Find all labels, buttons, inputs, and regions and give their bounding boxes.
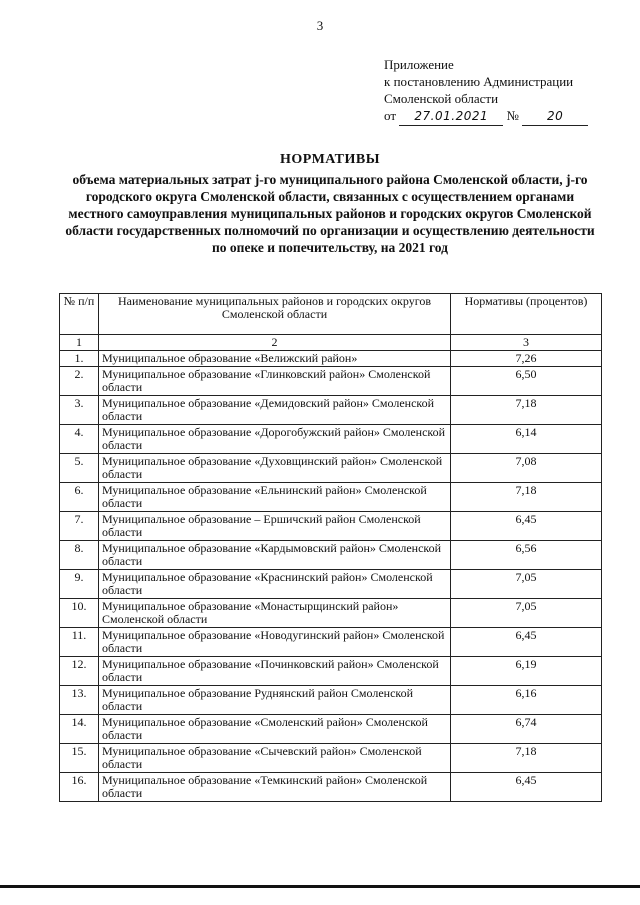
norm-value-cell: 6,74 — [451, 715, 602, 744]
row-number-cell: 7. — [60, 512, 99, 541]
table-row — [60, 541, 602, 570]
table-row — [60, 512, 602, 541]
row-number-cell: 14. — [60, 715, 99, 744]
row-number-cell: 2. — [60, 367, 99, 396]
district-name-cell: Муниципальное образование «Велижский район» — [99, 351, 451, 367]
table-row — [60, 425, 602, 454]
table-header-row — [60, 294, 602, 335]
table-row — [60, 570, 602, 599]
table-row — [60, 744, 602, 773]
row-number-cell: 10. — [60, 599, 99, 628]
appendix-line-3: Смоленской области — [384, 91, 499, 106]
norm-value-cell: 6,45 — [451, 512, 602, 541]
handwritten-number: 20 — [522, 108, 588, 126]
appendix-date-line — [384, 107, 588, 126]
table-row — [60, 351, 602, 367]
norm-value-cell: 6,16 — [451, 686, 602, 715]
date-prefix: от — [384, 108, 397, 123]
document-subtitle: объема материальных затрат j-го муниципального района Смоленской области, j-го городского округа Смоленской области, связанных с осуществлением органами местного самоуправления муниципальных районов и городских округов Смоленской области государственных полномочий по организации и осуществлению деятельности по опеке и попечительству, на 2021 год — [65, 172, 595, 255]
appendix-line-2: к постановлению Администрации — [384, 74, 574, 89]
district-name-cell: Муниципальное образование «Ельнинский район» Смоленской области — [99, 483, 451, 512]
table-index-row — [60, 335, 602, 351]
row-number-cell: 13. — [60, 686, 99, 715]
row-number-cell: 4. — [60, 425, 99, 454]
norm-value-cell: 7,08 — [451, 454, 602, 483]
district-name-cell: Муниципальное образование «Духовщинский район» Смоленской области — [99, 454, 451, 483]
row-number-cell: 3. — [60, 396, 99, 425]
norm-value-cell: 7,18 — [451, 483, 602, 512]
index-cell: 1 — [60, 335, 99, 351]
number-prefix: № — [506, 108, 519, 123]
title-block — [60, 152, 600, 256]
district-name-cell: Муниципальное образование – Ершичский район Смоленской области — [99, 512, 451, 541]
table-row — [60, 657, 602, 686]
district-name-cell: Муниципальное образование «Новодугинский район» Смоленской области — [99, 628, 451, 657]
table-row — [60, 454, 602, 483]
norm-value-cell: 7,05 — [451, 599, 602, 628]
norm-value-cell: 6,45 — [451, 773, 602, 802]
table-row — [60, 396, 602, 425]
norms-table — [59, 293, 602, 802]
scan-bottom-edge — [0, 885, 640, 888]
table-row — [60, 367, 602, 396]
norm-value-cell: 7,18 — [451, 396, 602, 425]
header-number: № п/п — [60, 294, 99, 335]
district-name-cell: Муниципальное образование «Демидовский район» Смоленской области — [99, 396, 451, 425]
norm-value-cell: 6,50 — [451, 367, 602, 396]
row-number-cell: 16. — [60, 773, 99, 802]
appendix-block — [384, 56, 588, 126]
row-number-cell: 11. — [60, 628, 99, 657]
norm-value-cell: 6,19 — [451, 657, 602, 686]
table-row — [60, 628, 602, 657]
district-name-cell: Муниципальное образование Руднянский район Смоленской области — [99, 686, 451, 715]
row-number-cell: 8. — [60, 541, 99, 570]
norm-value-cell: 7,26 — [451, 351, 602, 367]
district-name-cell: Муниципальное образование «Починковский район» Смоленской области — [99, 657, 451, 686]
norm-value-cell: 6,45 — [451, 628, 602, 657]
document-title: НОРМАТИВЫ — [280, 152, 380, 167]
table-row — [60, 686, 602, 715]
district-name-cell: Муниципальное образование «Дорогобужский район» Смоленской области — [99, 425, 451, 454]
page-number: 3 — [316, 18, 324, 33]
norm-value-cell: 6,14 — [451, 425, 602, 454]
district-name-cell: Муниципальное образование «Монастырщинский район» Смоленской области — [99, 599, 451, 628]
row-number-cell: 5. — [60, 454, 99, 483]
appendix-line-1: Приложение — [384, 57, 454, 72]
table-row — [60, 483, 602, 512]
district-name-cell: Муниципальное образование «Краснинский район» Смоленской области — [99, 570, 451, 599]
index-cell: 2 — [99, 335, 451, 351]
norm-value-cell: 7,18 — [451, 744, 602, 773]
district-name-cell: Муниципальное образование «Сычевский район» Смоленской области — [99, 744, 451, 773]
district-name-cell: Муниципальное образование «Глинковский район» Смоленской области — [99, 367, 451, 396]
norm-value-cell: 7,05 — [451, 570, 602, 599]
row-number-cell: 1. — [60, 351, 99, 367]
index-cell: 3 — [451, 335, 602, 351]
row-number-cell: 15. — [60, 744, 99, 773]
table-row — [60, 715, 602, 744]
header-name: Наименование муниципальных районов и городских округов Смоленской области — [99, 294, 451, 335]
district-name-cell: Муниципальное образование «Кардымовский район» Смоленской области — [99, 541, 451, 570]
table-row — [60, 599, 602, 628]
row-number-cell: 9. — [60, 570, 99, 599]
row-number-cell: 12. — [60, 657, 99, 686]
norm-value-cell: 6,56 — [451, 541, 602, 570]
header-norm: Нормативы (процентов) — [451, 294, 602, 335]
district-name-cell: Муниципальное образование «Темкинский район» Смоленской области — [99, 773, 451, 802]
district-name-cell: Муниципальное образование «Смоленский район» Смоленской области — [99, 715, 451, 744]
handwritten-date: 27.01.2021 — [399, 108, 503, 126]
row-number-cell: 6. — [60, 483, 99, 512]
table-row — [60, 773, 602, 802]
